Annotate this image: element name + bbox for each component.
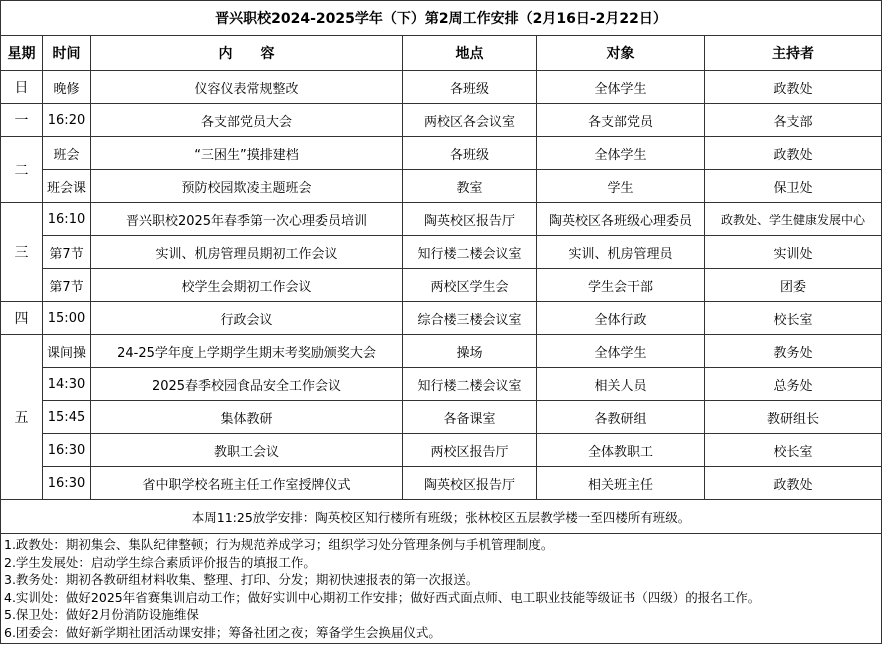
table-row: [1, 467, 882, 500]
place-cell: 教室: [403, 170, 537, 203]
place-cell: 操场: [403, 335, 537, 368]
content-cell: 行政会议: [91, 302, 403, 335]
dismissal-note: 本周11:25放学安排：陶英校区知行楼所有班级；张林校区五层教学楼一至四楼所有班级。: [1, 500, 882, 534]
time-cell: 课间操: [43, 335, 91, 368]
time-cell: 16:30: [43, 434, 91, 467]
dismissal-row: [1, 500, 882, 534]
day-tuesday: 二: [1, 137, 43, 203]
table-row: [1, 269, 882, 302]
content-cell: 教职工会议: [91, 434, 403, 467]
header-place: 地点: [403, 36, 537, 71]
target-cell: 全体学生: [537, 71, 705, 104]
note-item: 5.保卫处：做好2月份消防设施维保: [4, 607, 199, 622]
time-cell: 15:45: [43, 401, 91, 434]
target-cell: 陶英校区各班级心理委员: [537, 203, 705, 236]
place-cell: 各班级: [403, 137, 537, 170]
day-thursday: 四: [1, 302, 43, 335]
table-row: [1, 104, 882, 137]
content-cell: 预防校园欺凌主题班会: [91, 170, 403, 203]
target-cell: 全体学生: [537, 335, 705, 368]
table-row: [1, 203, 882, 236]
host-cell: 政教处: [705, 137, 882, 170]
place-cell: 陶英校区报告厅: [403, 203, 537, 236]
place-cell: 陶英校区报告厅: [403, 467, 537, 500]
day-friday: 五: [1, 335, 43, 500]
table-row: [1, 236, 882, 269]
time-cell: 16:10: [43, 203, 91, 236]
time-cell: 班会: [43, 137, 91, 170]
place-cell: 各班级: [403, 71, 537, 104]
note-item: 3.教务处：期初各教研组材料收集、整理、打印、分发；期初快速报表的第一次报送。: [4, 572, 479, 587]
day-sunday: 日: [1, 71, 43, 104]
table-row: [1, 401, 882, 434]
place-cell: 知行楼二楼会议室: [403, 368, 537, 401]
content-cell: 24-25学年度上学期学生期末考奖励颁奖大会: [91, 335, 403, 368]
header-weekday: 星期: [1, 36, 43, 71]
place-cell: 两校区报告厅: [403, 434, 537, 467]
content-cell: 2025春季校园食品安全工作会议: [91, 368, 403, 401]
header-target: 对象: [537, 36, 705, 71]
content-cell: 仪容仪表常规整改: [91, 71, 403, 104]
host-cell: 政教处: [705, 71, 882, 104]
header-host: 主持者: [705, 36, 882, 71]
note-item: 2.学生发展处：启动学生综合素质评价报告的填报工作。: [4, 554, 316, 570]
notes-row: [1, 534, 882, 644]
day-wednesday: 三: [1, 203, 43, 302]
table-row: [1, 335, 882, 368]
table-row: [1, 302, 882, 335]
host-cell: 实训处: [705, 236, 882, 269]
target-cell: 各教研组: [537, 401, 705, 434]
table-row: [1, 137, 882, 170]
target-cell: 相关班主任: [537, 467, 705, 500]
table-row: [1, 71, 882, 104]
header-row: [1, 36, 882, 71]
time-cell: 第7节: [43, 236, 91, 269]
time-cell: 16:30: [43, 467, 91, 500]
note-item: 6.团委会：做好新学期社团活动课安排；筹备社团之夜；筹备学生会换届仪式。: [4, 624, 441, 640]
content-cell: 各支部党员大会: [91, 104, 403, 137]
target-cell: 各支部党员: [537, 104, 705, 137]
target-cell: 实训、机房管理员: [537, 236, 705, 269]
place-cell: 两校区各会议室: [403, 104, 537, 137]
place-cell: 知行楼二楼会议室: [403, 236, 537, 269]
host-cell: 校长室: [705, 434, 882, 467]
table-row: [1, 170, 882, 203]
host-cell: 团委: [705, 269, 882, 302]
host-cell: 总务处: [705, 368, 882, 401]
host-cell: 政教处、学生健康发展中心: [705, 203, 882, 236]
content-cell: “三困生”摸排建档: [91, 137, 403, 170]
content-cell: 实训、机房管理员期初工作会议: [91, 236, 403, 269]
host-cell: 校长室: [705, 302, 882, 335]
title-row: [1, 1, 882, 36]
place-cell: 两校区学生会: [403, 269, 537, 302]
page-title: 晋兴职校2024-2025学年（下）第2周工作安排（2月16日-2月22日）: [1, 1, 882, 36]
time-cell: 14:30: [43, 368, 91, 401]
host-cell: 政教处: [705, 467, 882, 500]
header-content: 内 容: [91, 36, 403, 71]
content-cell: 晋兴职校2025年春季第一次心理委员培训: [91, 203, 403, 236]
table-row: [1, 434, 882, 467]
header-time: 时间: [43, 36, 91, 71]
target-cell: 全体学生: [537, 137, 705, 170]
time-cell: 班会课: [43, 170, 91, 203]
note-item: 1.政教处：期初集会、集队纪律整顿；行为规范养成学习；组织学习处分管理条例与手机管理制度。: [4, 537, 554, 552]
target-cell: 全体行政: [537, 302, 705, 335]
host-cell: 教务处: [705, 335, 882, 368]
target-cell: 学生: [537, 170, 705, 203]
host-cell: 教研组长: [705, 401, 882, 434]
time-cell: 第7节: [43, 269, 91, 302]
note-item: 4.实训处：做好2025年省赛集训启动工作；做好实训中心期初工作安排；做好西式面点师、电工职业技能等级证书（四级）的报名工作。: [4, 589, 761, 605]
place-cell: 综合楼三楼会议室: [403, 302, 537, 335]
day-monday: 一: [1, 104, 43, 137]
time-cell: 晚修: [43, 71, 91, 104]
content-cell: 省中职学校名班主任工作室授牌仪式: [91, 467, 403, 500]
content-cell: 集体教研: [91, 401, 403, 434]
host-cell: 保卫处: [705, 170, 882, 203]
notes-cell: [1, 534, 882, 644]
table-row: [1, 368, 882, 401]
time-cell: 16:20: [43, 104, 91, 137]
target-cell: 相关人员: [537, 368, 705, 401]
host-cell: 各支部: [705, 104, 882, 137]
time-cell: 15:00: [43, 302, 91, 335]
target-cell: 学生会干部: [537, 269, 705, 302]
target-cell: 全体教职工: [537, 434, 705, 467]
content-cell: 校学生会期初工作会议: [91, 269, 403, 302]
place-cell: 各备课室: [403, 401, 537, 434]
